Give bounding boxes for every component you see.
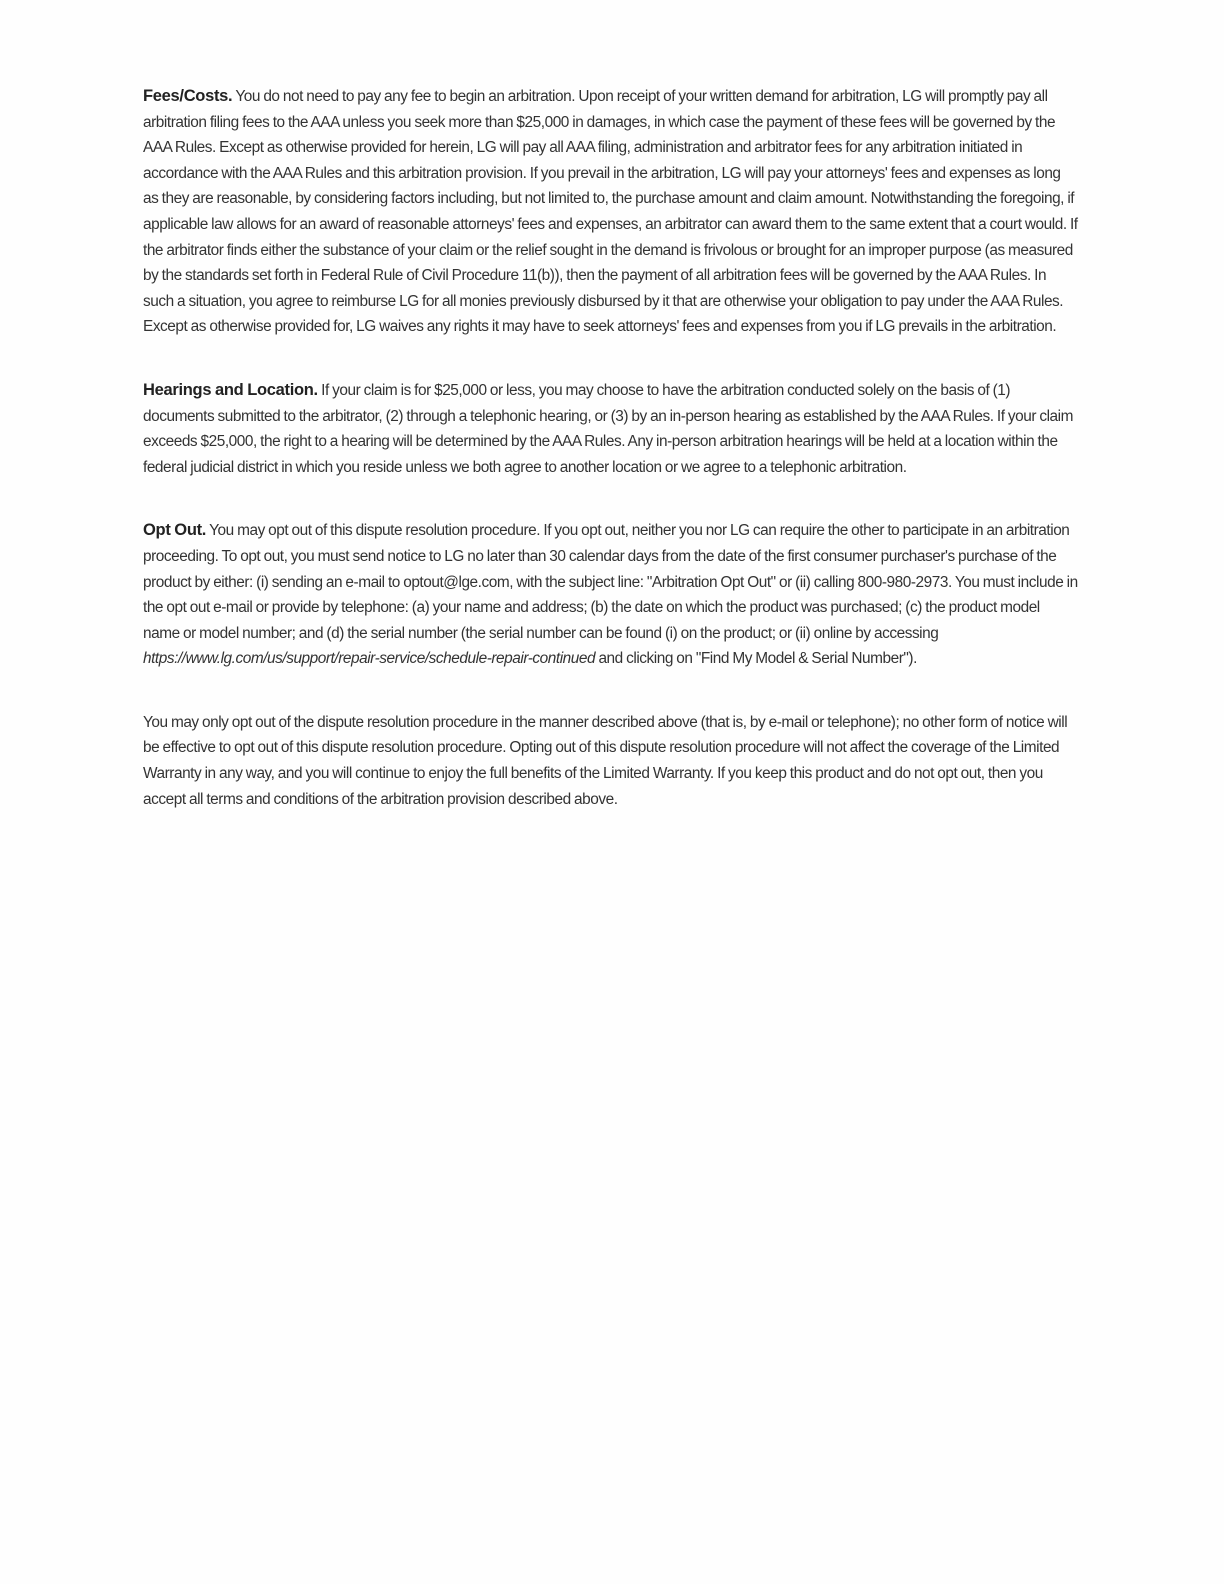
hearings-location-paragraph (143, 378, 1078, 480)
document-content (143, 84, 1078, 812)
fees-costs-paragraph (143, 84, 1078, 340)
hearings-location-heading: Hearings and Location. (143, 380, 318, 399)
hearings-location-body: If your claim is for $25,000 or less, you may choose to have the arbitration conducted solely on the basis of (1) documents submitted to the arbitrator, (2) through a telephonic hearing, or (3) by an in-person hearing as established by the AAA Rules. If your claim exceeds $25,000, the right to a hearing will be determined by the AAA Rules. Any in-person arbitration hearings will be held at a location within the federal judicial district in which you reside unless we both agree to another location or we agree to a telephonic arbitration. (143, 381, 1073, 476)
opt-out-heading: Opt Out. (143, 521, 207, 540)
opt-out-paragraph (143, 518, 1078, 672)
repair-service-url: https://www.lg.com/us/support/repair-service/schedule-repair-continued (143, 650, 596, 668)
fees-costs-body: You do not need to pay any fee to begin an arbitration. Upon receipt of your written demand for arbitration, LG will promptly pay all arbitration filing fees to the AAA unless you seek more than $25,000 in damages, in which case the payment of these fees will be governed by the AAA Rules. Except as otherwise provided for herein, LG will pay all AAA filing, administration and arbitrator fees for any arbitration initiated in accordance with the AAA Rules and this arbitration provision. If you prevail in the arbitration, LG will pay your attorneys' fees and expenses as long as they are reasonable, by considering factors including, but not limited to, the purchase amount and claim amount. Notwithstanding the foregoing, if applicable law allows for an award of reasonable attorneys' fees and expenses, an arbitrator can award them to the same extent that a court would. If the arbitrator finds either the substance of your claim or the relief sought in the demand is frivolous or brought for an improper purpose (as measured by the standards set forth in Federal Rule of Civil Procedure 11(b)), then the payment of all arbitration fees will be governed by the AAA Rules. In such a situation, you agree to reimburse LG for all monies previously disbursed by it that are otherwise your obligation to pay under the AAA Rules. Except as otherwise provided for, LG waives any rights it may have to seek attorneys' fees and expenses from you if LG prevails in the arbitration. (143, 88, 1078, 336)
opt-out-body-start: You may opt out of this dispute resolution procedure. If you opt out, neither you nor LG can require the other to participate in an arbitration proceeding. To opt out, you must send notice to LG no later than 30 calendar days from the date of the first consumer purchaser's purchase of the product by either: (i) sending an e-mail to optout@lge.com, with the subject line: "Arbitration Opt Out" or (ii) calling 800-980-2973. You must include in the opt out e-mail or provide by telephone: (a) your name and address; (b) the date on which the product was purchased; (c) the product model name or model number; and (d) the serial number (the serial number can be found (i) on the product; or (ii) online by accessing (143, 522, 1078, 642)
fees-costs-heading: Fees/Costs. (143, 87, 233, 105)
opt-out-body-end: and clicking on "Find My Model & Serial Number"). (595, 650, 917, 668)
opt-out-closing-paragraph (143, 710, 1078, 812)
opt-out-closing-body: You may only opt out of the dispute resolution procedure in the manner described above (that is, by e-mail or telephone); no other form of notice will be effective to opt out of this dispute resolution procedure. Opting out of this dispute resolution procedure will not affect the coverage of the Limited Warranty in any way, and you will continue to enjoy the full benefits of the Limited Warranty. If you keep this product and do not opt out, then you accept all terms and conditions of the arbitration provision described above. (143, 713, 1068, 808)
